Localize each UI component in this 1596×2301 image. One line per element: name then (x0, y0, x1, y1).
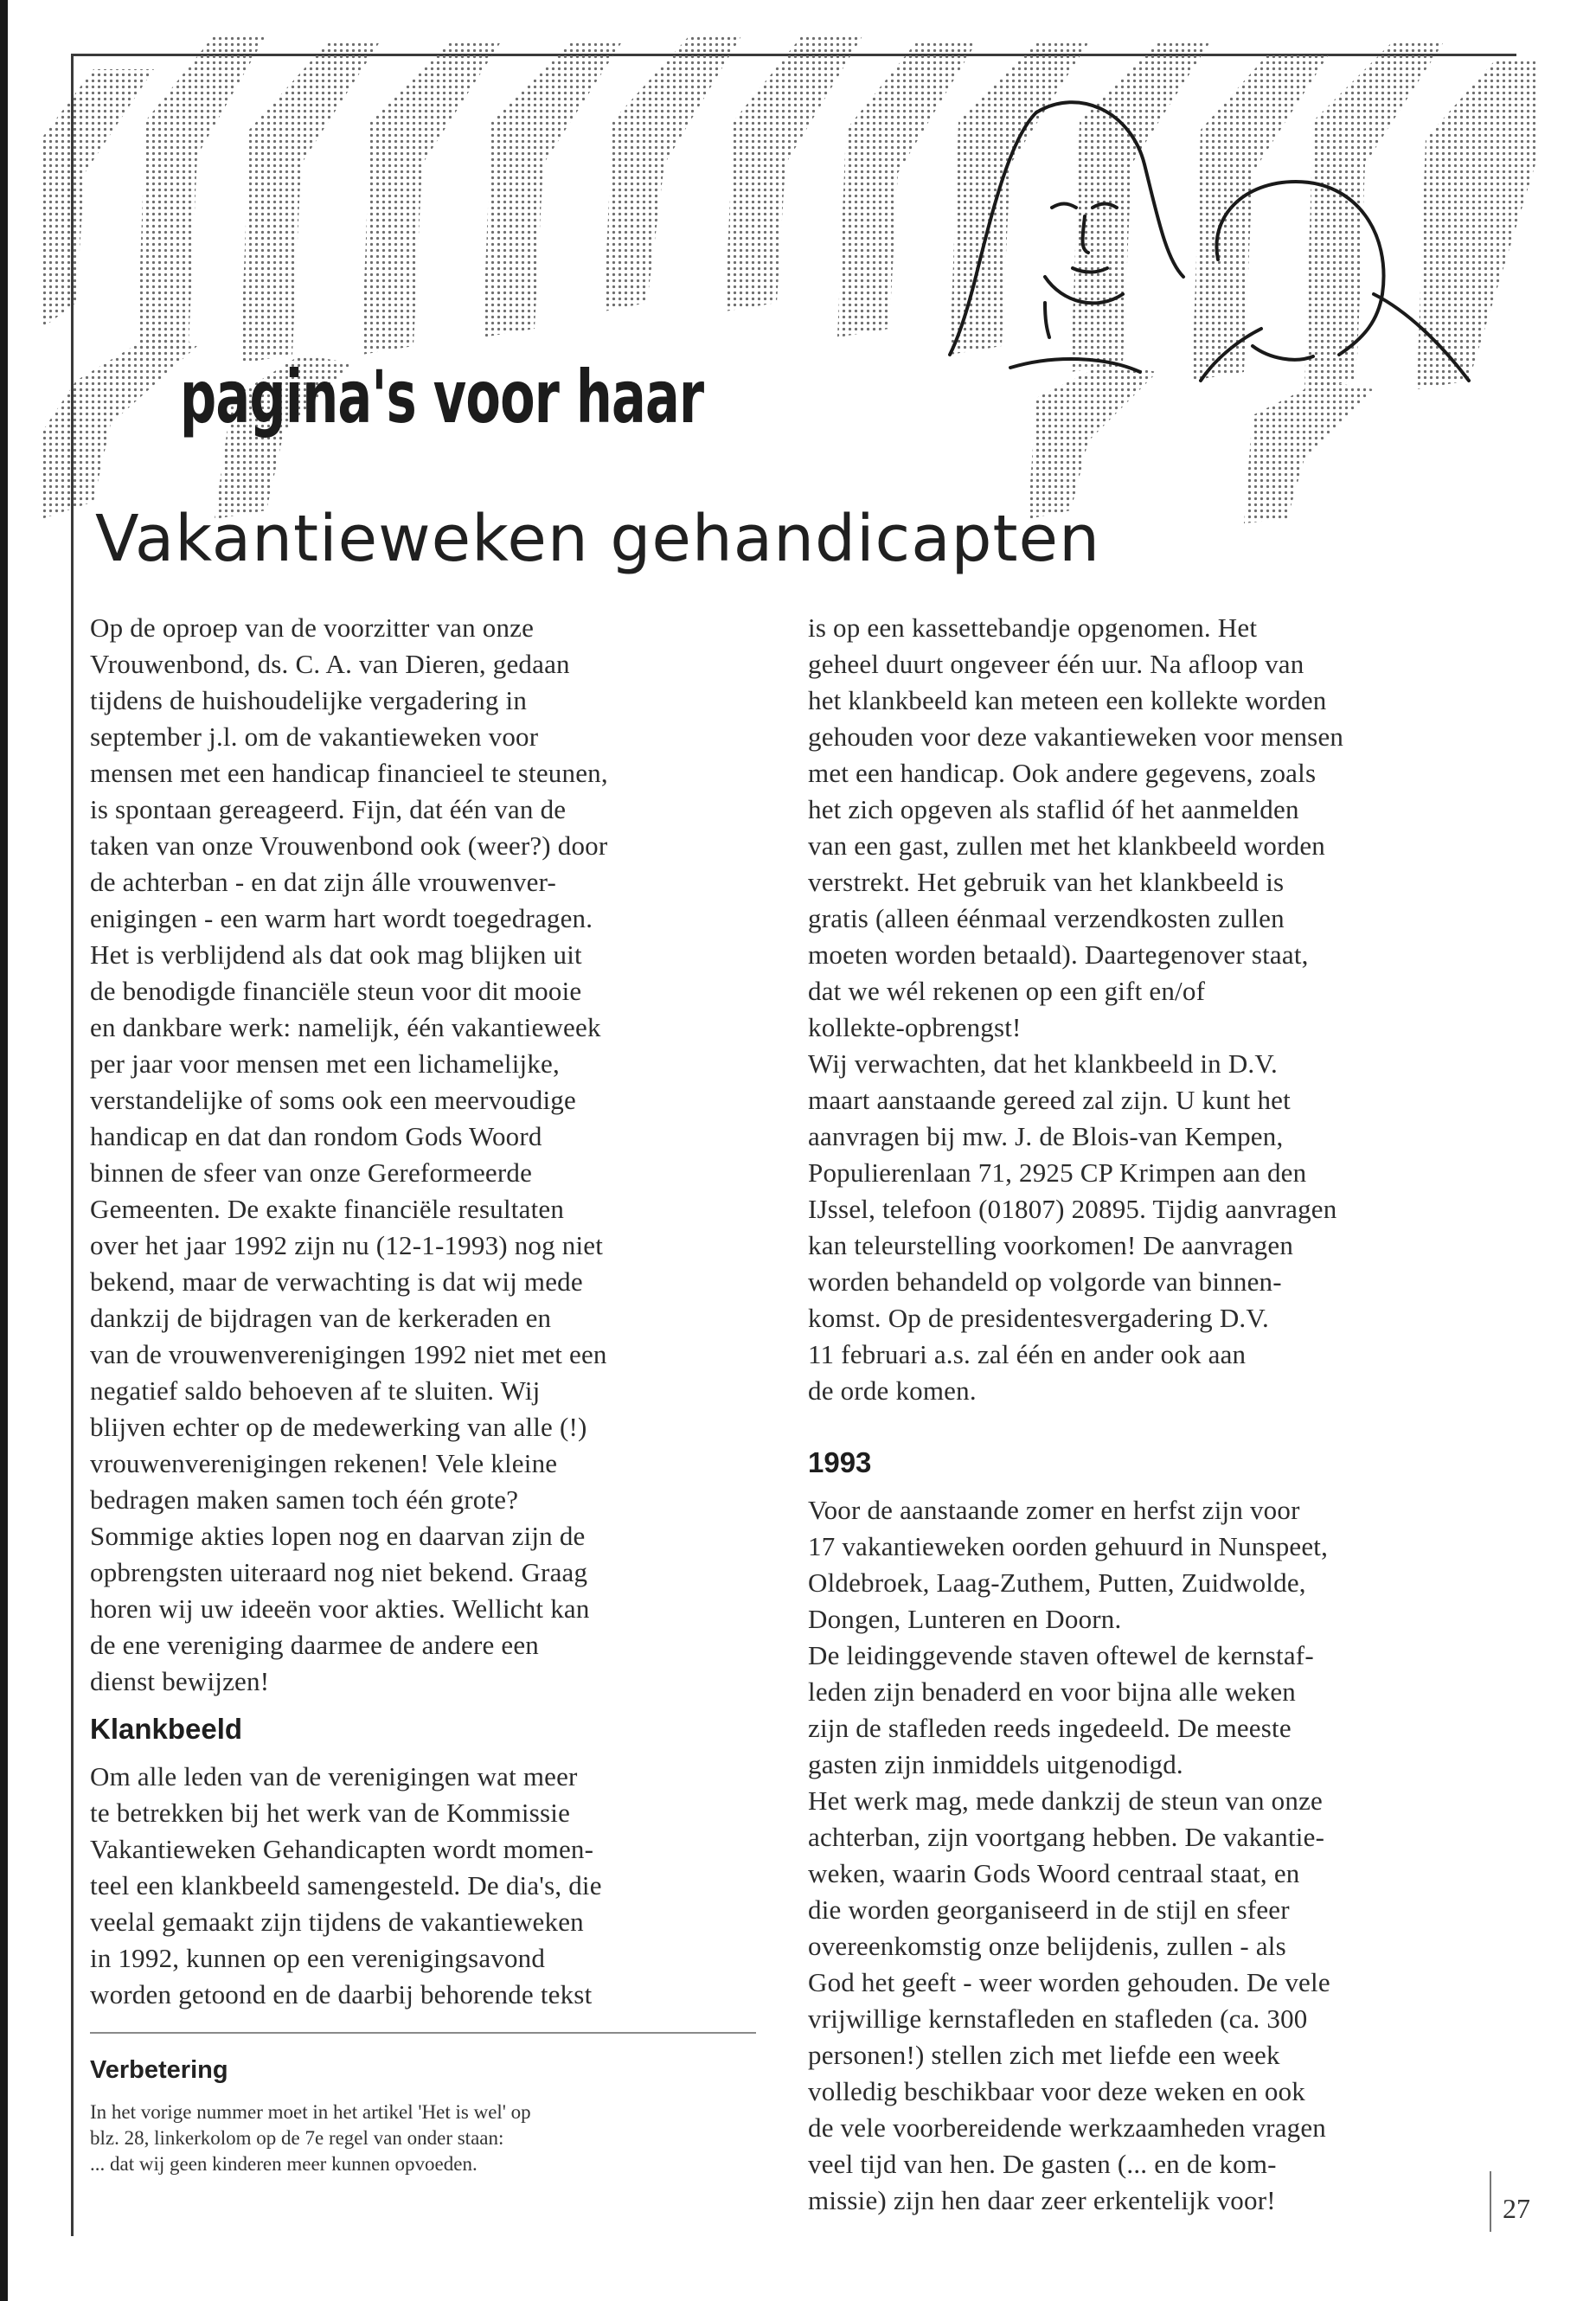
halftone-stripes (42, 35, 1538, 523)
text-line: bedragen maken samen toch één grote? (90, 1484, 519, 1515)
text-line: geheel duurt ongeveer één uur. Na afloop van (808, 649, 1304, 679)
text-line: weken, waarin Gods Woord centraal staat, en (808, 1858, 1300, 1888)
text-line: bekend, maar de verwachting is dat wij mede (90, 1266, 583, 1297)
text-line: achterban, zijn voortgang hebben. De vakantie- (808, 1822, 1325, 1852)
text-line: overeenkomstig onze belijdenis, zullen - als (808, 1931, 1286, 1961)
correction-line: blz. 28, linkerkolom op de 7e regel van onder staan: (90, 2127, 504, 2149)
continuation-paragraph (808, 610, 1465, 1409)
text-line: volledig beschikbaar voor deze weken en ook (808, 2076, 1306, 2106)
text-line: leden zijn benaderd en voor bijna alle weken (808, 1676, 1296, 1707)
text-line: kan teleurstelling voorkomen! De aanvragen (808, 1230, 1294, 1260)
left-column (90, 610, 747, 2177)
text-line: dienst bewijzen! (90, 1666, 270, 1696)
text-line: kollekte-opbrengst! (808, 1012, 1022, 1042)
text-line: Wij verwachten, dat het klankbeeld in D.V. (808, 1048, 1278, 1079)
text-line: per jaar voor mensen met een lichamelijke, (90, 1048, 560, 1079)
klankbeeld-paragraph (90, 1759, 747, 2013)
text-line: Het werk mag, mede dankzij de steun van onze (808, 1785, 1323, 1816)
text-line: opbrengsten uiteraard nog niet bekend. Graag (90, 1557, 588, 1587)
text-line: met een handicap. Ook andere gegevens, zoals (808, 758, 1317, 788)
text-line: Populierenlaan 71, 2925 CP Krimpen aan den (808, 1157, 1307, 1188)
text-line: negatief saldo behoeven af te sluiten. Wij (90, 1375, 541, 1406)
text-line: de achterban - en dat zijn álle vrouwenver- (90, 867, 557, 897)
right-column (808, 610, 1465, 2219)
year-heading: 1993 (808, 1446, 872, 1478)
text-line: gratis (alleen éénmaal verzendkosten zullen (808, 903, 1285, 933)
text-line: is spontaan gereageerd. Fijn, dat één van de (90, 794, 567, 824)
text-line: vrijwillige kernstafleden en stafleden (ca. 300 (808, 2003, 1308, 2034)
text-line: Sommige akties lopen nog en daarvan zijn de (90, 1521, 586, 1551)
text-line: personen!) stellen zich met liefde een week (808, 2040, 1280, 2070)
correction-heading: Verbetering (90, 2056, 228, 2084)
text-line: Oldebroek, Laag-Zuthem, Putten, Zuidwolde, (808, 1567, 1306, 1598)
text-line: zijn de stafleden reeds ingedeeld. De meeste (808, 1713, 1292, 1743)
text-line: te betrekken bij het werk van de Kommissie (90, 1798, 571, 1828)
page-number: 27 (1503, 2193, 1530, 2224)
text-line: tijdens de huishoudelijke vergadering in (90, 685, 528, 715)
correction-line: ... dat wij geen kinderen meer kunnen opvoeden. (90, 2153, 478, 2175)
text-line: Op de oproep van de voorzitter van onze (90, 612, 535, 643)
text-line: taken van onze Vrouwenbond ook (weer?) door (90, 830, 608, 861)
text-line: aanvragen bij mw. J. de Blois-van Kempen, (808, 1121, 1284, 1151)
text-line: worden getoond en de daarbij behorende tekst (90, 1979, 593, 2009)
text-line: 17 vakantieweken oorden gehuurd in Nunspeet, (808, 1531, 1329, 1561)
text-line: dankzij de bijdragen van de kerkeraden en (90, 1303, 552, 1333)
text-line: gasten zijn inmiddels uitgenodigd. (808, 1749, 1183, 1779)
text-line: veelal gemaakt zijn tijdens de vakantieweken (90, 1907, 584, 1937)
text-line: dat we wél rekenen op een gift en/of (808, 976, 1206, 1006)
text-line: veel tijd van hen. De gasten (... en de kom- (808, 2149, 1277, 2179)
text-line: in 1992, kunnen op een verenigingsavond (90, 1943, 546, 1973)
text-line: maart aanstaande gereed zal zijn. U kunt het (808, 1085, 1291, 1115)
text-line: God het geeft - weer worden gehouden. De vele (808, 1967, 1330, 1997)
text-line: enigingen - een warm hart wordt toegedragen. (90, 903, 593, 933)
text-line: van een gast, zullen met het klankbeeld worden (808, 830, 1325, 861)
text-line: gehouden voor deze vakantieweken voor mensen (808, 721, 1344, 752)
text-line: verstandelijke of soms ook een meervoudige (90, 1085, 576, 1115)
header-artwork (42, 17, 1538, 528)
text-line: het zich opgeven als staflid óf het aanmelden (808, 794, 1299, 824)
article-title: Vakantieweken gehandicapten (95, 502, 1100, 576)
text-line: de ene vereniging daarmee de andere een (90, 1630, 539, 1660)
text-line: De leidinggevende staven oftewel de kernstaf- (808, 1640, 1314, 1670)
section-divider (90, 2032, 756, 2034)
text-line: blijven echter op de medewerking van alle (!) (90, 1412, 587, 1442)
text-line: de benodigde financiële steun voor dit mooie (90, 976, 582, 1006)
text-line: de orde komen. (808, 1375, 977, 1406)
text-line: en dankbare werk: namelijk, één vakantieweek (90, 1012, 601, 1042)
intro-paragraph (90, 610, 747, 1700)
text-line: september j.l. om de vakantieweken voor (90, 721, 539, 752)
header-banner (42, 17, 1538, 528)
text-line: teel een klankbeeld samengesteld. De dia's, die (90, 1870, 602, 1900)
text-line: Om alle leden van de verenigingen wat meer (90, 1761, 578, 1791)
text-line: Vakantieweken Gehandicapten wordt momen- (90, 1834, 594, 1864)
text-line: Het is verblijdend als dat ook mag blijken uit (90, 939, 582, 970)
text-line: die worden georganiseerd in de stijl en sfeer (808, 1894, 1290, 1925)
text-line: binnen de sfeer van onze Gereformeerde (90, 1157, 533, 1188)
text-line: vrouwenverenigingen rekenen! Vele kleine (90, 1448, 558, 1478)
text-line: worden behandeld op volgorde van binnen- (808, 1266, 1282, 1297)
text-line: missie) zijn hen daar zeer erkentelijk voor! (808, 2185, 1276, 2215)
scan-edge (0, 0, 8, 2301)
correction-box (90, 2053, 747, 2177)
text-line: Vrouwenbond, ds. C. A. van Dieren, gedaan (90, 649, 570, 679)
section-title: pagina's voor haar (180, 355, 704, 439)
year-paragraph (808, 1492, 1465, 2219)
text-line: komst. Op de presidentesvergadering D.V. (808, 1303, 1269, 1333)
page-number-rule (1490, 2171, 1491, 2232)
text-line: Gemeenten. De exakte financiële resultaten (90, 1194, 565, 1224)
text-line: over het jaar 1992 zijn nu (12-1-1993) nog niet (90, 1230, 604, 1260)
text-line: IJssel, telefoon (01807) 20895. Tijdig aanvragen (808, 1194, 1337, 1224)
text-line: Voor de aanstaande zomer en herfst zijn voor (808, 1495, 1300, 1525)
text-line: Dongen, Lunteren en Doorn. (808, 1604, 1122, 1634)
text-line: 11 februari a.s. zal één en ander ook aan (808, 1339, 1247, 1369)
text-line: handicap en dat dan rondom Gods Woord (90, 1121, 542, 1151)
text-line: het klankbeeld kan meteen een kollekte worden (808, 685, 1327, 715)
text-line: verstrekt. Het gebruik van het klankbeeld is (808, 867, 1285, 897)
text-line: de vele voorbereidende werkzaamheden vragen (808, 2112, 1327, 2143)
correction-line: In het vorige nummer moet in het artikel 'Het is wel' op (90, 2101, 531, 2123)
text-line: mensen met een handicap financieel te steunen, (90, 758, 608, 788)
klankbeeld-heading: Klankbeeld (90, 1713, 243, 1745)
text-line: moeten worden betaald). Daartegenover staat, (808, 939, 1309, 970)
text-line: van de vrouwenverenigingen 1992 niet met een (90, 1339, 607, 1369)
text-line: is op een kassettebandje opgenomen. Het (808, 612, 1258, 643)
text-line: horen wij uw ideeën voor akties. Wellicht kan (90, 1593, 590, 1624)
